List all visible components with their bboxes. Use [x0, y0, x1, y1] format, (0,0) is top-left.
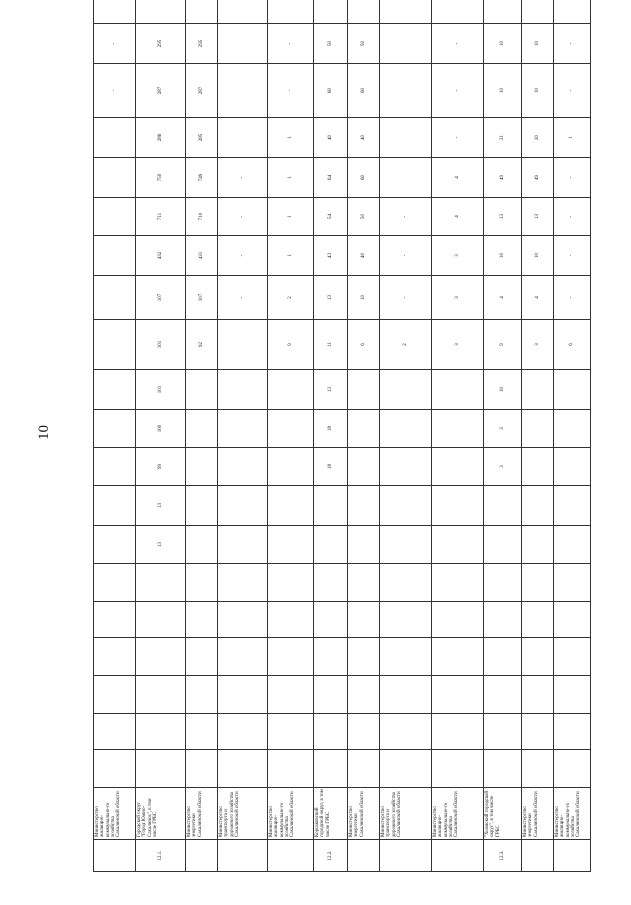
table-cell: 99 — [136, 448, 186, 486]
row-number — [554, 840, 591, 872]
table-cell — [136, 564, 186, 602]
table-cell: 60 — [314, 64, 348, 118]
table-cell: 10 — [522, 236, 554, 276]
table-cell — [218, 676, 268, 714]
table-cell — [380, 448, 432, 486]
table-cell: 711 — [136, 198, 186, 236]
table-cell — [484, 638, 522, 676]
table-row — [484, 0, 522, 872]
table-cell: - — [94, 24, 136, 64]
table-cell — [380, 486, 432, 526]
table-cell — [484, 714, 522, 750]
table-cell: 3 — [484, 448, 522, 486]
table-cell — [94, 486, 136, 526]
table-cell: 18 — [314, 448, 348, 486]
table-cell: 64 — [314, 158, 348, 198]
table-cell: - — [94, 64, 136, 118]
table-cell — [218, 370, 268, 410]
table-cell — [380, 564, 432, 602]
table-cell: 4 — [522, 276, 554, 320]
table-cell: 285 — [186, 118, 218, 158]
table-cell — [218, 602, 268, 638]
table-cell — [268, 370, 314, 410]
table-cell: - — [554, 198, 591, 236]
table-cell: 92 — [186, 320, 218, 370]
table-cell — [94, 118, 136, 158]
row-label: Корсаковский городской округ, в том числе ГРБС — [314, 788, 348, 840]
table-cell: 10 — [484, 64, 522, 118]
row-label: Министерство жилищно-коммунально-го хозяйства Сахалинской области — [554, 788, 591, 840]
table-cell: 287 — [136, 64, 186, 118]
table-cell — [94, 276, 136, 320]
table-cell: 13 — [522, 198, 554, 236]
table-cell — [348, 714, 380, 750]
table-cell — [218, 564, 268, 602]
table-cell — [186, 486, 218, 526]
table-cell — [218, 526, 268, 564]
table-cell — [380, 24, 432, 64]
table-cell — [554, 526, 591, 564]
table-cell: 50 — [348, 198, 380, 236]
table-cell — [94, 602, 136, 638]
table-cell — [218, 320, 268, 370]
table-cell — [380, 118, 432, 158]
table-cell — [554, 676, 591, 714]
table-cell — [522, 410, 554, 448]
table-cell — [186, 602, 218, 638]
table-cell — [218, 24, 268, 64]
table-cell: 1 — [554, 118, 591, 158]
table-cell: 431 — [186, 236, 218, 276]
table-cell — [554, 410, 591, 448]
table-cell — [380, 638, 432, 676]
table-cell: 3 — [432, 276, 484, 320]
table-cell — [314, 564, 348, 602]
table-cell — [94, 158, 136, 198]
table-cell: 50 — [348, 24, 380, 64]
table-cell — [218, 638, 268, 676]
table-cell — [94, 410, 136, 448]
table-cell: 60 — [348, 64, 380, 118]
table-cell — [554, 564, 591, 602]
table-cell: - — [554, 236, 591, 276]
table-cell — [94, 638, 136, 676]
row-label: Министерство транспорта и дорожного хозяйства Сахалинской области — [380, 788, 432, 840]
table-cell — [380, 526, 432, 564]
table-cell — [554, 370, 591, 410]
table-cell: 13 — [484, 198, 522, 236]
table-cell — [484, 750, 522, 788]
table-cell: 50 — [314, 24, 348, 64]
table-cell — [484, 486, 522, 526]
table-cell — [186, 676, 218, 714]
table-row — [94, 0, 136, 872]
row-number — [94, 840, 136, 872]
table-cell — [554, 448, 591, 486]
table-cell — [314, 602, 348, 638]
table-cell: 43 — [314, 236, 348, 276]
table-row — [218, 0, 268, 872]
row-number: 12.1. — [136, 840, 186, 872]
table-row — [268, 0, 314, 872]
row-number: 12.3. — [484, 840, 522, 872]
row-number: 12.2. — [314, 840, 348, 872]
table-cell — [348, 676, 380, 714]
table-cell: - — [554, 158, 591, 198]
table-cell: 101 — [136, 320, 186, 370]
table-cell: 295 — [136, 24, 186, 64]
table-cell: 4 — [484, 276, 522, 320]
row-number — [186, 840, 218, 872]
table-cell — [314, 0, 348, 24]
table-cell — [484, 0, 522, 24]
table-cell: 2 — [268, 276, 314, 320]
table-cell — [484, 564, 522, 602]
table-cell — [94, 448, 136, 486]
table-cell — [554, 714, 591, 750]
table-cell: 20 — [522, 118, 554, 158]
row-label: Министерство жилищно-коммунально-го хозяйства Сахалинской области — [432, 788, 484, 840]
table-cell: 60 — [348, 158, 380, 198]
table-cell — [432, 750, 484, 788]
table-row — [136, 0, 186, 872]
table-row — [380, 0, 432, 872]
table-cell: 1 — [268, 158, 314, 198]
table-cell — [268, 410, 314, 448]
table-cell — [218, 750, 268, 788]
table-cell — [94, 320, 136, 370]
table-cell: 18 — [314, 410, 348, 448]
table-cell — [432, 564, 484, 602]
table-cell: - — [218, 276, 268, 320]
budget-table — [93, 0, 591, 872]
table-cell: 4 — [432, 158, 484, 198]
table-cell — [186, 714, 218, 750]
table-cell — [314, 714, 348, 750]
table-cell: 40 — [348, 118, 380, 158]
table-cell — [94, 370, 136, 410]
table-cell — [136, 0, 186, 24]
row-number — [432, 840, 484, 872]
table-cell — [268, 638, 314, 676]
table-cell — [522, 638, 554, 676]
row-number — [268, 840, 314, 872]
row-number — [348, 840, 380, 872]
table-cell: 6 — [348, 320, 380, 370]
table-cell — [380, 370, 432, 410]
table-cell: 10 — [522, 24, 554, 64]
table-cell — [218, 0, 268, 24]
table-cell: 710 — [186, 198, 218, 236]
table-cell: 107 — [186, 276, 218, 320]
table-cell — [348, 370, 380, 410]
table-cell — [94, 676, 136, 714]
table-cell: 3 — [432, 236, 484, 276]
table-cell — [432, 638, 484, 676]
table-cell — [218, 486, 268, 526]
table-cell: - — [554, 276, 591, 320]
table-cell — [348, 750, 380, 788]
table-cell — [268, 676, 314, 714]
table-cell — [94, 526, 136, 564]
table-cell — [136, 602, 186, 638]
table-cell: - — [380, 198, 432, 236]
table-cell: 750 — [136, 158, 186, 198]
table-cell: 4 — [432, 198, 484, 236]
table-cell — [348, 0, 380, 24]
table-cell: - — [380, 236, 432, 276]
table-cell — [268, 750, 314, 788]
table-cell — [522, 486, 554, 526]
row-number — [522, 840, 554, 872]
row-label: Министерство энергетики Сахалинской области — [522, 788, 554, 840]
table-cell — [432, 0, 484, 24]
table-cell — [348, 564, 380, 602]
table-row — [186, 0, 218, 872]
table-cell — [94, 236, 136, 276]
table-cell — [268, 486, 314, 526]
table-cell: 13 — [136, 526, 186, 564]
table-cell — [380, 158, 432, 198]
table-cell — [380, 64, 432, 118]
table-cell: - — [268, 64, 314, 118]
table-cell — [432, 526, 484, 564]
table-cell: - — [554, 24, 591, 64]
table-cell — [186, 0, 218, 24]
table-row — [522, 0, 554, 872]
table-cell — [314, 638, 348, 676]
table-cell: 2 — [380, 320, 432, 370]
table-cell — [432, 602, 484, 638]
table-cell — [314, 486, 348, 526]
row-label: Министерство энергетики Сахалинской области — [186, 788, 218, 840]
table-cell: 40 — [348, 236, 380, 276]
table-cell — [314, 750, 348, 788]
table-cell — [94, 0, 136, 24]
table-cell: - — [432, 24, 484, 64]
table-cell: 101 — [136, 370, 186, 410]
table-cell: 49 — [522, 158, 554, 198]
table-row — [432, 0, 484, 872]
table-cell: 286 — [136, 118, 186, 158]
row-label: Министерство энергетики Сахалинской области — [348, 788, 380, 840]
table-cell: 287 — [186, 64, 218, 118]
table-cell: 10 — [484, 24, 522, 64]
row-label: Городской округ "Город Южно-Сахалинск", в том числе ГРБС — [136, 788, 186, 840]
table-cell — [348, 448, 380, 486]
table-cell — [94, 750, 136, 788]
table-cell — [268, 714, 314, 750]
table-cell: - — [268, 24, 314, 64]
row-label: Министерство транспорта и дорожного хозяйства Сахалинской области — [218, 788, 268, 840]
table-cell — [380, 602, 432, 638]
table-cell — [522, 526, 554, 564]
page-number: 10 — [36, 425, 52, 440]
table-cell: 13 — [136, 486, 186, 526]
table-cell — [522, 0, 554, 24]
table-cell — [136, 638, 186, 676]
table-cell: 21 — [484, 118, 522, 158]
table-cell: 40 — [314, 118, 348, 158]
table-row — [348, 0, 380, 872]
table-cell — [268, 526, 314, 564]
table-cell — [218, 714, 268, 750]
table-cell: - — [218, 158, 268, 198]
table-cell — [314, 676, 348, 714]
table-cell: 749 — [186, 158, 218, 198]
table-cell — [136, 714, 186, 750]
table-cell — [380, 714, 432, 750]
row-number — [380, 840, 432, 872]
table-cell: - — [218, 198, 268, 236]
table-cell — [522, 448, 554, 486]
table-cell — [432, 676, 484, 714]
table-cell: - — [554, 64, 591, 118]
table-cell: 1 — [268, 236, 314, 276]
table-cell — [136, 676, 186, 714]
table-cell — [314, 526, 348, 564]
row-label: Министерство жилищно-коммунально-го хозяйства Сахалинской области — [268, 788, 314, 840]
table-cell — [522, 714, 554, 750]
table-cell — [94, 714, 136, 750]
row-label: "Холмский городской округ", в том числе ГРБС — [484, 788, 522, 840]
table-cell — [380, 410, 432, 448]
table-cell — [136, 750, 186, 788]
table-cell: 9 — [484, 320, 522, 370]
table-row — [314, 0, 348, 872]
table-cell — [348, 602, 380, 638]
row-number — [218, 840, 268, 872]
table-cell: 6 — [554, 320, 591, 370]
table-cell — [380, 676, 432, 714]
table-cell: 1 — [268, 198, 314, 236]
budget-table-rotated — [93, 30, 581, 872]
table-cell: - — [380, 276, 432, 320]
table-cell — [186, 564, 218, 602]
table-cell — [380, 750, 432, 788]
table-cell: 54 — [314, 198, 348, 236]
table-cell — [484, 602, 522, 638]
table-cell — [218, 448, 268, 486]
table-cell: 3 — [484, 410, 522, 448]
table-cell — [186, 638, 218, 676]
table-cell: 107 — [136, 276, 186, 320]
table-cell — [432, 714, 484, 750]
table-cell: - — [218, 236, 268, 276]
row-label: Министерство жилищно-коммунально-го хозяйства Сахалинской области — [94, 788, 136, 840]
table-cell — [380, 0, 432, 24]
table-cell — [218, 64, 268, 118]
table-cell — [186, 410, 218, 448]
table-cell — [268, 448, 314, 486]
table-cell — [554, 638, 591, 676]
table-cell: 100 — [136, 410, 186, 448]
table-cell — [268, 564, 314, 602]
table-cell — [522, 602, 554, 638]
table-cell: 3 — [432, 320, 484, 370]
table-cell — [554, 750, 591, 788]
table-cell — [268, 0, 314, 24]
table-cell — [554, 0, 591, 24]
table-cell — [432, 448, 484, 486]
table-cell — [522, 370, 554, 410]
table-cell: 10 — [484, 370, 522, 410]
table-cell — [484, 676, 522, 714]
table-cell: 432 — [136, 236, 186, 276]
table-cell — [432, 486, 484, 526]
table-row — [554, 0, 591, 872]
table-cell: 9 — [268, 320, 314, 370]
table-cell — [186, 370, 218, 410]
table-cell: 13 — [314, 370, 348, 410]
table-cell — [186, 750, 218, 788]
table-cell — [554, 602, 591, 638]
table-cell — [484, 526, 522, 564]
table-cell — [348, 638, 380, 676]
table-cell: 1 — [268, 118, 314, 158]
table-cell — [348, 526, 380, 564]
table-cell — [218, 118, 268, 158]
table-cell — [268, 602, 314, 638]
table-cell: - — [432, 118, 484, 158]
table-cell — [348, 486, 380, 526]
table-cell: 295 — [186, 24, 218, 64]
table-cell — [432, 370, 484, 410]
table-cell — [186, 526, 218, 564]
table-cell — [348, 410, 380, 448]
table-cell: 10 — [348, 276, 380, 320]
table-cell — [432, 410, 484, 448]
table-cell: 10 — [484, 236, 522, 276]
table-cell — [554, 486, 591, 526]
table-cell: 10 — [522, 64, 554, 118]
table-cell — [186, 448, 218, 486]
table-cell: 49 — [484, 158, 522, 198]
table-cell — [94, 198, 136, 236]
table-cell: 11 — [314, 320, 348, 370]
table-cell — [218, 410, 268, 448]
table-cell: 13 — [314, 276, 348, 320]
table-cell: 3 — [522, 320, 554, 370]
table-cell — [522, 750, 554, 788]
table-cell: - — [432, 64, 484, 118]
table-cell — [94, 564, 136, 602]
table-cell — [522, 564, 554, 602]
table-cell — [522, 676, 554, 714]
